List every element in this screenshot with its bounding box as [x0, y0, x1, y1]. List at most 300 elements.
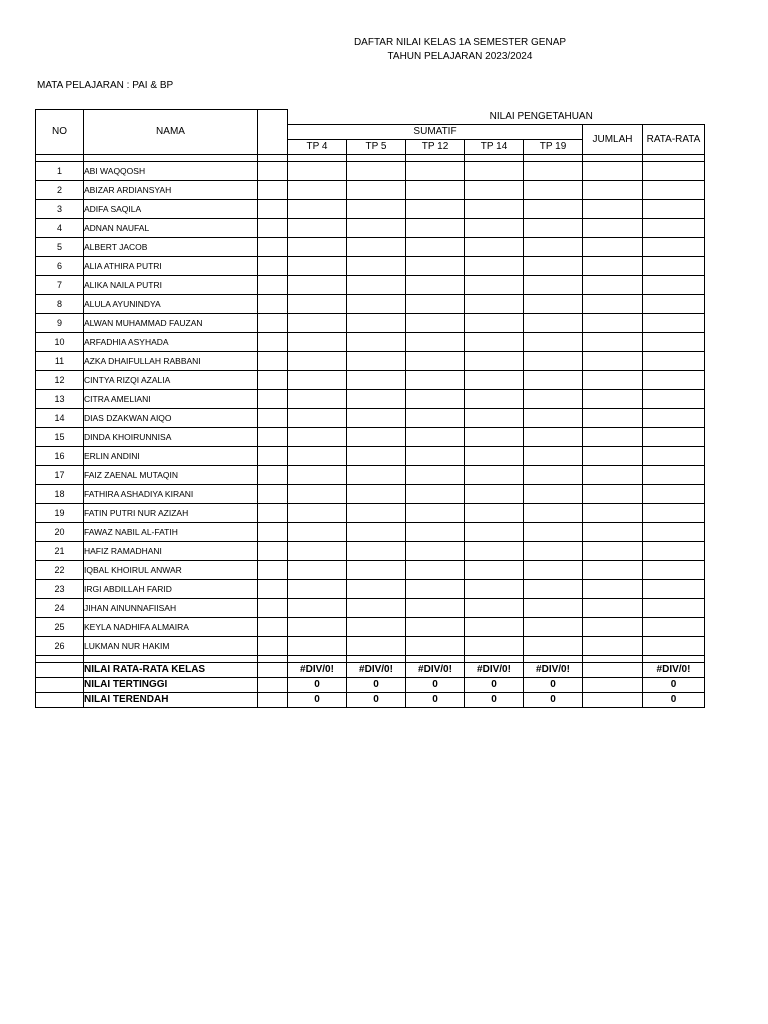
- grade-cell[interactable]: [465, 408, 524, 427]
- table-row: [36, 446, 705, 465]
- grade-cell[interactable]: [347, 389, 406, 408]
- jumlah-cell[interactable]: [583, 294, 643, 313]
- grade-cell[interactable]: [288, 484, 347, 503]
- table-row: [36, 370, 705, 389]
- grade-cell[interactable]: [406, 598, 465, 617]
- grade-cell[interactable]: [465, 636, 524, 655]
- grade-cell[interactable]: [347, 522, 406, 541]
- jumlah-cell[interactable]: [583, 560, 643, 579]
- student-no: 16: [36, 446, 84, 465]
- grade-cell[interactable]: [347, 446, 406, 465]
- grade-cell[interactable]: [524, 484, 583, 503]
- grade-cell[interactable]: [347, 332, 406, 351]
- blank-cell: [258, 237, 288, 256]
- rata-cell[interactable]: [643, 484, 705, 503]
- blank-cell: [258, 389, 288, 408]
- rata-cell[interactable]: [643, 579, 705, 598]
- student-no: 13: [36, 389, 84, 408]
- col-header-tp: TP 12: [406, 139, 465, 154]
- rata-cell[interactable]: [643, 294, 705, 313]
- grade-cell[interactable]: [288, 180, 347, 199]
- jumlah-cell[interactable]: [583, 503, 643, 522]
- grade-cell[interactable]: [465, 294, 524, 313]
- sheet-title: DAFTAR NILAI KELAS 1A SEMESTER GENAP: [353, 37, 567, 48]
- student-no: 7: [36, 275, 84, 294]
- summary-rata: #DIV/0!: [643, 662, 705, 677]
- rata-cell[interactable]: [643, 161, 705, 180]
- table-row: [36, 503, 705, 522]
- jumlah-cell[interactable]: [583, 332, 643, 351]
- grade-cell[interactable]: [288, 313, 347, 332]
- student-no: 20: [36, 522, 84, 541]
- rata-cell[interactable]: [643, 275, 705, 294]
- grade-cell[interactable]: [406, 256, 465, 275]
- grade-cell[interactable]: [406, 465, 465, 484]
- grade-cell[interactable]: [288, 161, 347, 180]
- grade-cell[interactable]: [288, 446, 347, 465]
- grade-cell[interactable]: [288, 218, 347, 237]
- grade-cell[interactable]: [406, 427, 465, 446]
- rata-cell[interactable]: [643, 636, 705, 655]
- student-no: 3: [36, 199, 84, 218]
- table-row: [36, 351, 705, 370]
- summary-label: NILAI TERTINGGI: [84, 677, 258, 692]
- grade-cell[interactable]: [347, 484, 406, 503]
- jumlah-cell[interactable]: [583, 408, 643, 427]
- table-row: [36, 484, 705, 503]
- table-row: [36, 579, 705, 598]
- summary-value: 0: [465, 677, 524, 692]
- grade-cell[interactable]: [406, 294, 465, 313]
- student-no: 25: [36, 617, 84, 636]
- grade-cell[interactable]: [465, 389, 524, 408]
- grade-cell[interactable]: [406, 446, 465, 465]
- grade-cell[interactable]: [347, 503, 406, 522]
- jumlah-cell[interactable]: [583, 617, 643, 636]
- student-name: ARFADHIA ASYHADA: [84, 332, 258, 351]
- student-name: ALBERT JACOB: [84, 237, 258, 256]
- grade-cell[interactable]: [347, 579, 406, 598]
- blank-cell: [258, 484, 288, 503]
- jumlah-cell[interactable]: [583, 389, 643, 408]
- grade-table: [35, 109, 705, 708]
- grade-cell[interactable]: [288, 427, 347, 446]
- grade-cell[interactable]: [524, 446, 583, 465]
- grade-cell[interactable]: [347, 294, 406, 313]
- jumlah-cell[interactable]: [583, 237, 643, 256]
- student-no: 10: [36, 332, 84, 351]
- student-name: CINTYA RIZQI AZALIA: [84, 370, 258, 389]
- grade-cell[interactable]: [465, 598, 524, 617]
- rata-cell[interactable]: [643, 332, 705, 351]
- rata-cell[interactable]: [643, 408, 705, 427]
- grade-cell[interactable]: [406, 541, 465, 560]
- grade-cell[interactable]: [465, 275, 524, 294]
- table-row: [36, 237, 705, 256]
- grade-cell[interactable]: [524, 408, 583, 427]
- jumlah-cell[interactable]: [583, 579, 643, 598]
- grade-cell[interactable]: [524, 503, 583, 522]
- table-row: [36, 389, 705, 408]
- spacer-cell: [347, 655, 406, 662]
- grade-cell[interactable]: [406, 313, 465, 332]
- table-row: [36, 427, 705, 446]
- jumlah-cell[interactable]: [583, 161, 643, 180]
- table-row: [36, 636, 705, 655]
- grade-cell[interactable]: [347, 370, 406, 389]
- grade-cell[interactable]: [465, 351, 524, 370]
- grade-cell[interactable]: [288, 560, 347, 579]
- blank-cell: [258, 161, 288, 180]
- grade-cell[interactable]: [524, 541, 583, 560]
- rata-cell[interactable]: [643, 237, 705, 256]
- grade-cell[interactable]: [288, 237, 347, 256]
- col-header-no: NO: [36, 110, 84, 155]
- blank-cell: [258, 541, 288, 560]
- grade-cell[interactable]: [465, 522, 524, 541]
- blank-cell: [258, 294, 288, 313]
- spacer-cell: [36, 655, 84, 662]
- summary-row: [36, 677, 705, 692]
- rata-cell[interactable]: [643, 351, 705, 370]
- grade-cell[interactable]: [524, 294, 583, 313]
- summary-no: [36, 677, 84, 692]
- grade-cell[interactable]: [347, 427, 406, 446]
- rata-cell[interactable]: [643, 465, 705, 484]
- grade-cell[interactable]: [347, 541, 406, 560]
- grade-cell[interactable]: [288, 332, 347, 351]
- grade-cell[interactable]: [524, 522, 583, 541]
- student-name: CITRA AMELIANI: [84, 389, 258, 408]
- grade-cell[interactable]: [465, 560, 524, 579]
- rata-cell[interactable]: [643, 218, 705, 237]
- grade-cell[interactable]: [524, 579, 583, 598]
- summary-jumlah: [583, 677, 643, 692]
- student-name: FATIN PUTRI NUR AZIZAH: [84, 503, 258, 522]
- grade-cell[interactable]: [288, 522, 347, 541]
- grade-cell[interactable]: [465, 161, 524, 180]
- jumlah-cell[interactable]: [583, 522, 643, 541]
- student-name: FAWAZ NABIL AL-FATIH: [84, 522, 258, 541]
- grade-cell[interactable]: [465, 370, 524, 389]
- blank-cell: [258, 598, 288, 617]
- summary-value: #DIV/0!: [288, 662, 347, 677]
- student-name: ADIFA SAQILA: [84, 199, 258, 218]
- summary-value: 0: [288, 677, 347, 692]
- student-no: 11: [36, 351, 84, 370]
- grade-cell[interactable]: [406, 617, 465, 636]
- grade-cell[interactable]: [524, 218, 583, 237]
- grade-cell[interactable]: [406, 579, 465, 598]
- jumlah-cell[interactable]: [583, 370, 643, 389]
- grade-cell[interactable]: [288, 389, 347, 408]
- grade-cell[interactable]: [288, 579, 347, 598]
- grade-cell[interactable]: [347, 408, 406, 427]
- blank-cell: [258, 617, 288, 636]
- student-name: ADNAN NAUFAL: [84, 218, 258, 237]
- grade-cell[interactable]: [465, 446, 524, 465]
- grade-cell[interactable]: [524, 370, 583, 389]
- jumlah-cell[interactable]: [583, 275, 643, 294]
- grade-cell[interactable]: [406, 275, 465, 294]
- grade-cell[interactable]: [406, 237, 465, 256]
- grade-cell[interactable]: [347, 465, 406, 484]
- blank-cell: [258, 636, 288, 655]
- rata-cell[interactable]: [643, 180, 705, 199]
- jumlah-cell[interactable]: [583, 256, 643, 275]
- student-no: 17: [36, 465, 84, 484]
- grade-cell[interactable]: [347, 237, 406, 256]
- summary-no: [36, 692, 84, 707]
- student-no: 6: [36, 256, 84, 275]
- student-no: 22: [36, 560, 84, 579]
- rata-cell[interactable]: [643, 598, 705, 617]
- rata-cell[interactable]: [643, 389, 705, 408]
- grade-cell[interactable]: [465, 256, 524, 275]
- grade-cell[interactable]: [288, 408, 347, 427]
- rata-cell[interactable]: [643, 313, 705, 332]
- grade-cell[interactable]: [524, 180, 583, 199]
- jumlah-cell[interactable]: [583, 351, 643, 370]
- grade-cell[interactable]: [406, 522, 465, 541]
- grade-cell[interactable]: [465, 237, 524, 256]
- rata-cell[interactable]: [643, 370, 705, 389]
- student-no: 2: [36, 180, 84, 199]
- grade-cell[interactable]: [288, 351, 347, 370]
- grade-cell[interactable]: [465, 199, 524, 218]
- jumlah-cell[interactable]: [583, 180, 643, 199]
- student-name: IRGI ABDILLAH FARID: [84, 579, 258, 598]
- student-no: 14: [36, 408, 84, 427]
- grade-cell[interactable]: [288, 598, 347, 617]
- grade-cell[interactable]: [406, 370, 465, 389]
- grade-cell[interactable]: [465, 427, 524, 446]
- student-no: 15: [36, 427, 84, 446]
- grade-cell[interactable]: [347, 617, 406, 636]
- student-no: 5: [36, 237, 84, 256]
- student-no: 19: [36, 503, 84, 522]
- table-row: [36, 180, 705, 199]
- summary-value: 0: [347, 677, 406, 692]
- rata-cell[interactable]: [643, 446, 705, 465]
- grade-cell[interactable]: [347, 180, 406, 199]
- grade-cell[interactable]: [465, 579, 524, 598]
- grade-cell[interactable]: [406, 560, 465, 579]
- summary-label: NILAI RATA-RATA KELAS: [84, 662, 258, 677]
- grade-cell[interactable]: [465, 465, 524, 484]
- blank-cell: [258, 408, 288, 427]
- grade-cell[interactable]: [288, 256, 347, 275]
- jumlah-cell[interactable]: [583, 427, 643, 446]
- student-no: 4: [36, 218, 84, 237]
- jumlah-cell[interactable]: [583, 313, 643, 332]
- rata-cell[interactable]: [643, 427, 705, 446]
- spacer-cell: [465, 655, 524, 662]
- blank-cell: [258, 465, 288, 484]
- grade-cell[interactable]: [347, 161, 406, 180]
- spacer-cell: [406, 655, 465, 662]
- grade-cell[interactable]: [524, 351, 583, 370]
- subject-label: MATA PELAJARAN : PAI & BP: [37, 80, 174, 91]
- grade-cell[interactable]: [406, 199, 465, 218]
- grade-cell[interactable]: [524, 389, 583, 408]
- grade-cell[interactable]: [524, 598, 583, 617]
- blank-cell: [258, 180, 288, 199]
- summary-jumlah: [583, 692, 643, 707]
- grade-cell[interactable]: [288, 275, 347, 294]
- blank-cell: [258, 692, 288, 707]
- grade-cell[interactable]: [524, 199, 583, 218]
- grade-cell[interactable]: [524, 256, 583, 275]
- table-row: [36, 218, 705, 237]
- table-row: [36, 294, 705, 313]
- grade-cell[interactable]: [347, 636, 406, 655]
- grade-cell[interactable]: [288, 199, 347, 218]
- student-name: LUKMAN NUR HAKIM: [84, 636, 258, 655]
- jumlah-cell[interactable]: [583, 484, 643, 503]
- grade-cell[interactable]: [465, 484, 524, 503]
- grade-cell[interactable]: [288, 541, 347, 560]
- student-name: ALIA ATHIRA PUTRI: [84, 256, 258, 275]
- grade-cell[interactable]: [406, 484, 465, 503]
- summary-label: NILAI TERENDAH: [84, 692, 258, 707]
- blank-cell: [258, 427, 288, 446]
- grade-cell[interactable]: [524, 237, 583, 256]
- grade-cell[interactable]: [524, 636, 583, 655]
- grade-cell[interactable]: [524, 332, 583, 351]
- grade-cell[interactable]: [347, 218, 406, 237]
- table-row: [36, 199, 705, 218]
- rata-cell[interactable]: [643, 617, 705, 636]
- grade-cell[interactable]: [347, 351, 406, 370]
- grade-cell[interactable]: [524, 275, 583, 294]
- blank-cell: [258, 332, 288, 351]
- grade-cell[interactable]: [465, 617, 524, 636]
- grade-cell[interactable]: [524, 427, 583, 446]
- col-header-sumatif: SUMATIF: [288, 124, 583, 139]
- student-no: 21: [36, 541, 84, 560]
- jumlah-cell[interactable]: [583, 636, 643, 655]
- grade-cell[interactable]: [347, 199, 406, 218]
- grade-cell[interactable]: [465, 313, 524, 332]
- grade-cell[interactable]: [288, 294, 347, 313]
- summary-value: 0: [406, 692, 465, 707]
- blank-cell: [258, 579, 288, 598]
- table-row: [36, 408, 705, 427]
- grade-cell[interactable]: [465, 503, 524, 522]
- grade-cell[interactable]: [347, 256, 406, 275]
- summary-value: 0: [406, 677, 465, 692]
- col-header-tp: TP 14: [465, 139, 524, 154]
- grade-cell[interactable]: [465, 218, 524, 237]
- student-name: ABIZAR ARDIANSYAH: [84, 180, 258, 199]
- grade-cell[interactable]: [524, 560, 583, 579]
- grade-cell[interactable]: [347, 275, 406, 294]
- table-row: [36, 256, 705, 275]
- student-name: HAFIZ RAMADHANI: [84, 541, 258, 560]
- jumlah-cell[interactable]: [583, 199, 643, 218]
- blank-cell: [258, 662, 288, 677]
- rata-cell[interactable]: [643, 522, 705, 541]
- blank-cell: [258, 446, 288, 465]
- grade-cell[interactable]: [406, 332, 465, 351]
- col-header-blank: [258, 110, 288, 155]
- spacer-cell: [84, 655, 258, 662]
- rata-cell[interactable]: [643, 541, 705, 560]
- summary-no: [36, 662, 84, 677]
- spacer-cell: [583, 655, 643, 662]
- grade-cell[interactable]: [406, 389, 465, 408]
- student-no: 9: [36, 313, 84, 332]
- grade-cell[interactable]: [406, 351, 465, 370]
- jumlah-cell[interactable]: [583, 218, 643, 237]
- grade-cell[interactable]: [524, 313, 583, 332]
- summary-value: 0: [347, 692, 406, 707]
- student-name: KEYLA NADHIFA ALMAIRA: [84, 617, 258, 636]
- grade-cell[interactable]: [465, 180, 524, 199]
- rata-cell[interactable]: [643, 560, 705, 579]
- grade-cell[interactable]: [288, 636, 347, 655]
- jumlah-cell[interactable]: [583, 541, 643, 560]
- rata-cell[interactable]: [643, 199, 705, 218]
- summary-value: #DIV/0!: [347, 662, 406, 677]
- col-header-tp: TP 5: [347, 139, 406, 154]
- grade-cell[interactable]: [465, 541, 524, 560]
- grade-cell[interactable]: [524, 465, 583, 484]
- grade-cell[interactable]: [288, 465, 347, 484]
- student-name: DINDA KHOIRUNNISA: [84, 427, 258, 446]
- grade-cell[interactable]: [406, 161, 465, 180]
- summary-row: [36, 662, 705, 677]
- blank-cell: [258, 313, 288, 332]
- table-row: [36, 541, 705, 560]
- rata-cell[interactable]: [643, 256, 705, 275]
- summary-value: 0: [524, 692, 583, 707]
- student-no: 26: [36, 636, 84, 655]
- table-row: [36, 560, 705, 579]
- grade-cell[interactable]: [406, 636, 465, 655]
- grade-cell[interactable]: [524, 161, 583, 180]
- grade-cell[interactable]: [347, 560, 406, 579]
- grade-cell[interactable]: [347, 598, 406, 617]
- grade-cell[interactable]: [524, 617, 583, 636]
- blank-cell: [258, 677, 288, 692]
- grade-cell[interactable]: [406, 180, 465, 199]
- blank-cell: [258, 503, 288, 522]
- grade-cell[interactable]: [465, 332, 524, 351]
- jumlah-cell[interactable]: [583, 598, 643, 617]
- jumlah-cell[interactable]: [583, 446, 643, 465]
- blank-cell: [258, 218, 288, 237]
- grade-cell[interactable]: [288, 503, 347, 522]
- grade-cell[interactable]: [406, 503, 465, 522]
- student-name: FATHIRA ASHADIYA KIRANI: [84, 484, 258, 503]
- rata-cell[interactable]: [643, 503, 705, 522]
- grade-cell[interactable]: [288, 370, 347, 389]
- grade-cell[interactable]: [347, 313, 406, 332]
- grade-cell[interactable]: [406, 218, 465, 237]
- jumlah-cell[interactable]: [583, 465, 643, 484]
- grade-cell[interactable]: [406, 408, 465, 427]
- table-row: [36, 275, 705, 294]
- student-name: FAIZ ZAENAL MUTAQIN: [84, 465, 258, 484]
- table-row: [36, 465, 705, 484]
- col-header-jumlah: JUMLAH: [583, 124, 643, 154]
- grade-cell[interactable]: [288, 617, 347, 636]
- table-row: [36, 161, 705, 180]
- table-row: [36, 313, 705, 332]
- col-header-tp: TP 19: [524, 139, 583, 154]
